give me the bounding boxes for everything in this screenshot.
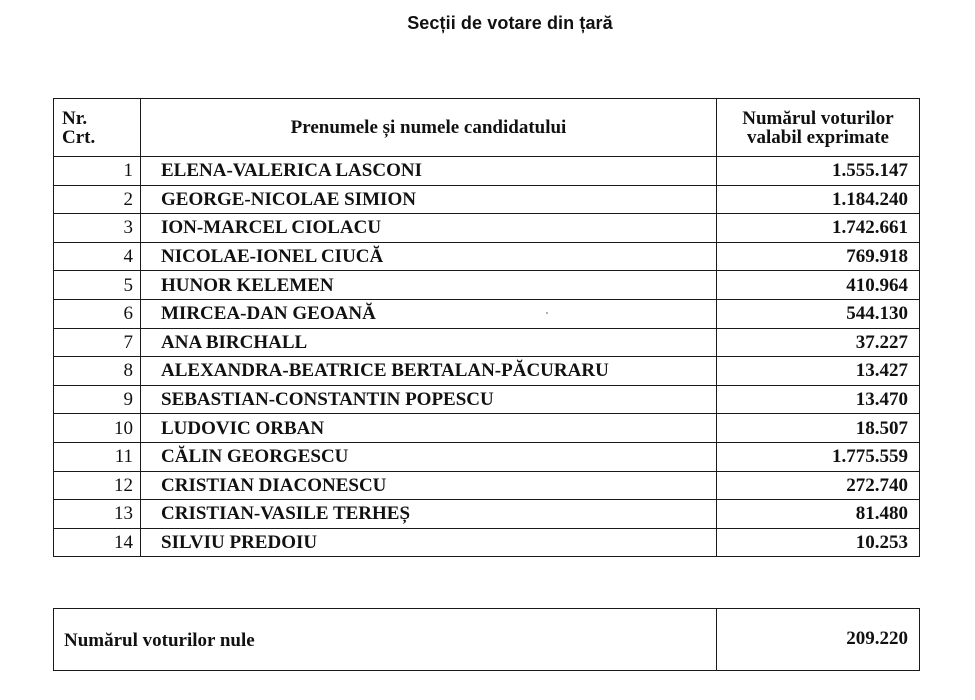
table-row — [54, 328, 920, 357]
row-number: 6 — [54, 299, 141, 328]
candidate-name: CRISTIAN-VASILE TERHEȘ — [141, 500, 717, 529]
table-row — [54, 414, 920, 443]
table-header-row — [54, 99, 920, 157]
header-votes-line2: valabil exprimate — [747, 126, 889, 148]
header-valid-votes — [717, 99, 920, 157]
vote-count: 37.227 — [717, 328, 920, 357]
row-number: 12 — [54, 471, 141, 500]
table-row — [54, 157, 920, 186]
candidate-name: ELENA-VALERICA LASCONI — [141, 157, 717, 186]
candidate-name: LUDOVIC ORBAN — [141, 414, 717, 443]
results-table — [53, 98, 920, 557]
table-row — [54, 385, 920, 414]
vote-count: 13.470 — [717, 385, 920, 414]
table-body — [54, 157, 920, 557]
candidate-name: CRISTIAN DIACONESCU — [141, 471, 717, 500]
table-row — [54, 442, 920, 471]
header-nr-crt — [54, 99, 141, 157]
candidate-name: ANA BIRCHALL — [141, 328, 717, 357]
header-candidate-name: Prenumele și numele candidatului — [141, 99, 717, 157]
null-votes-value: 209.220 — [717, 609, 920, 671]
candidate-name: MIRCEA-DAN GEOANĂ — [141, 299, 717, 328]
row-number: 11 — [54, 442, 141, 471]
row-number: 9 — [54, 385, 141, 414]
row-number: 8 — [54, 357, 141, 386]
vote-count: 272.740 — [717, 471, 920, 500]
header-nr-line2: Crt. — [62, 126, 96, 148]
table-row — [54, 299, 920, 328]
header-nr-line1: Nr. — [62, 107, 88, 129]
vote-count: 10.253 — [717, 528, 920, 557]
row-number: 2 — [54, 185, 141, 214]
candidate-name: ALEXANDRA-BEATRICE BERTALAN-PĂCURARU — [141, 357, 717, 386]
row-number: 4 — [54, 242, 141, 271]
vote-count: 544.130 — [717, 299, 920, 328]
candidate-name: SEBASTIAN-CONSTANTIN POPESCU — [141, 385, 717, 414]
vote-count: 410.964 — [717, 271, 920, 300]
vote-count: 1.775.559 — [717, 442, 920, 471]
document-title: Secții de votare din țară — [407, 13, 613, 33]
vote-count: 769.918 — [717, 242, 920, 271]
vote-count: 13.427 — [717, 357, 920, 386]
candidate-name: SILVIU PREDOIU — [141, 528, 717, 557]
row-number: 7 — [54, 328, 141, 357]
row-number: 14 — [54, 528, 141, 557]
table-row — [54, 271, 920, 300]
table-row — [54, 471, 920, 500]
vote-count: 81.480 — [717, 500, 920, 529]
table-row — [54, 500, 920, 529]
candidate-name: ION-MARCEL CIOLACU — [141, 214, 717, 243]
table-row — [54, 357, 920, 386]
table-row — [54, 185, 920, 214]
row-number: 3 — [54, 214, 141, 243]
scan-speck — [546, 312, 548, 314]
candidate-name: GEORGE-NICOLAE SIMION — [141, 185, 717, 214]
row-number: 13 — [54, 500, 141, 529]
header-votes-line1: Numărul voturilor — [742, 107, 894, 129]
vote-count: 1.555.147 — [717, 157, 920, 186]
null-votes-label: Numărul voturilor nule — [54, 609, 717, 671]
row-number: 5 — [54, 271, 141, 300]
table-row — [54, 528, 920, 557]
candidate-name: NICOLAE-IONEL CIUCĂ — [141, 242, 717, 271]
row-number: 10 — [54, 414, 141, 443]
table-row — [54, 214, 920, 243]
vote-count: 18.507 — [717, 414, 920, 443]
candidate-name: HUNOR KELEMEN — [141, 271, 717, 300]
vote-count: 1.184.240 — [717, 185, 920, 214]
null-votes-table — [53, 608, 920, 671]
table-row — [54, 242, 920, 271]
candidate-name: CĂLIN GEORGESCU — [141, 442, 717, 471]
null-votes-row — [54, 609, 920, 671]
vote-count: 1.742.661 — [717, 214, 920, 243]
row-number: 1 — [54, 157, 141, 186]
